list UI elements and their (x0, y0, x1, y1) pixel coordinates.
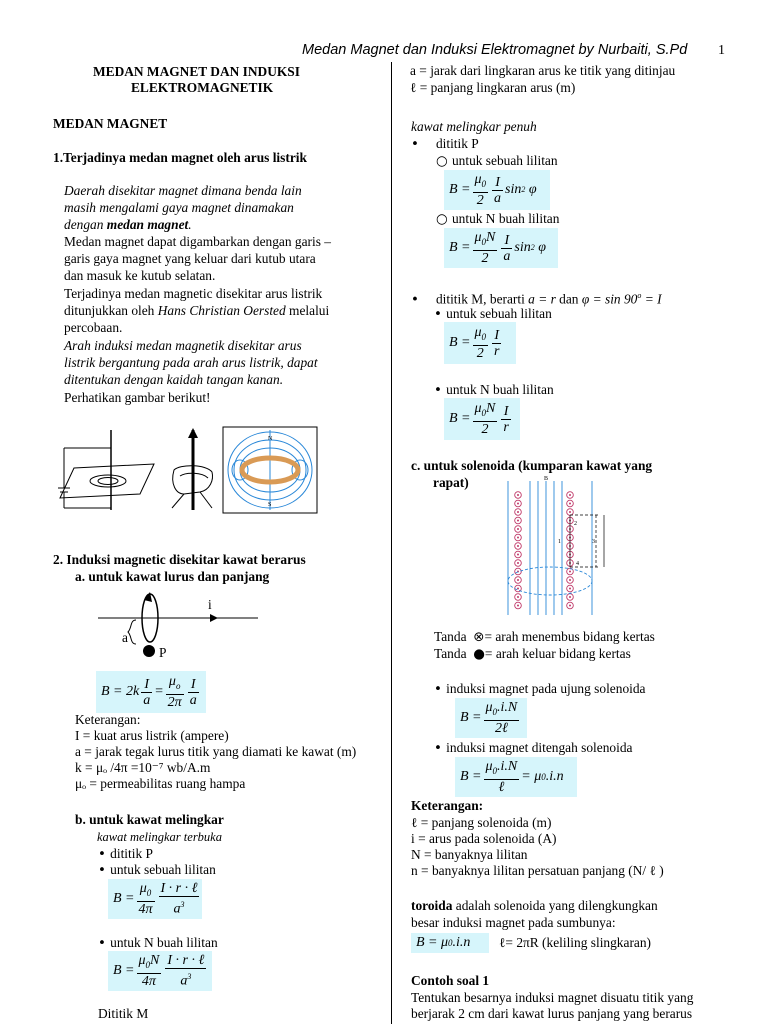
wire-marker-dot (569, 605, 571, 607)
wire-marker-dot (517, 605, 519, 607)
cross-circle-icon: ⊗ (473, 630, 485, 645)
keterangan-line: I = kuat arus listrik (ampere) (75, 728, 229, 743)
paragraph-line: dan masuk ke kutub selatan. (64, 268, 216, 283)
wire-marker-dot (517, 528, 519, 530)
formula-solenoid-center: B = $\frac{\mu_0.i.N}{\text{ℓ}}$ = μ 0 .i.n (455, 757, 577, 797)
keterangan-line: n = banyaknya lilitan persatuan panjang (N/ ℓ ) (411, 863, 664, 878)
note-full-loop: kawat melingkar penuh (411, 119, 537, 134)
list-item: Dititik M (98, 1006, 149, 1021)
subheading-2c-cont: rapat) (433, 475, 469, 490)
formula-full-loop-n-p: B = $\frac{\mu_0N}{2}$ $\frac{I}{a}$ sin 2 φ (444, 228, 558, 268)
column-divider (391, 62, 392, 1024)
formula-open-loop-n: B = $\frac{\mu_0N}{4\pi}$ $\frac{\text{I · r · ℓ}}{a^3}$ (108, 951, 212, 991)
filled-dot-icon: ● (473, 647, 485, 662)
oersted-experiment-figure (56, 428, 166, 512)
keterangan-line: k = μₒ /4π =10⁻⁷ wb/A.m (75, 760, 211, 775)
subheading-2: 2. Induksi magnetic disekitar kawat berarus (53, 552, 306, 567)
keterangan-line: i = arus pada solenoida (A) (411, 831, 557, 846)
list-item: ○ untuk sebuah lilitan (436, 153, 558, 169)
formula-full-loop-single-p: B = $\frac{\mu_0}{2}$ $\frac{I}{a}$ sin 2 φ (444, 170, 550, 210)
list-item: • untuk N buah lilitan (98, 935, 218, 951)
paragraph-line: dengan medan magnet. (64, 217, 192, 232)
keterangan-line: μₒ = permeabilitas ruang hampa (75, 776, 246, 791)
solenoid-figure (500, 475, 630, 620)
paragraph-line: besar induksi magnet pada sumbunya: (411, 915, 616, 930)
svg-text:4: 4 (576, 561, 579, 567)
keterangan-line: a = jarak tegak lurus titik yang diamati ke kawat (m) (75, 744, 357, 759)
legend-line: Tanda ⊗= arah menembus bidang kertas (434, 629, 655, 645)
legend-line: Tanda ●= arah keluar bidang kertas (434, 646, 631, 662)
formula-full-loop-n-m: B = $\frac{\mu_0N}{2}$ $\frac{I}{r}$ (444, 398, 520, 440)
wire-marker-dot (517, 588, 519, 590)
list-item: • dititik P (98, 846, 153, 862)
paragraph-line: Daerah disekitar magnet dimana benda lain (64, 183, 302, 198)
list-item: • untuk sebuah lilitan (434, 306, 552, 322)
page-number: 1 (718, 43, 725, 58)
paragraph-line: Tentukan besarnya induksi magnet disuatu titik yang (411, 990, 694, 1005)
list-item: • untuk N buah lilitan (434, 382, 554, 398)
keterangan-line: ℓ = panjang solenoida (m) (411, 815, 552, 830)
svg-text:1: 1 (558, 539, 561, 545)
right-hand-rule-figure (166, 428, 224, 512)
toroid-length-note: ℓ= 2πR (keliling slingkaran) (499, 935, 652, 950)
wire-marker-dot (517, 545, 519, 547)
list-item: • induksi magnet pada ujung solenoida (434, 681, 646, 697)
list-item: • dititik M, berarti a = r dan $\varphi = \sin 90^o = I$ (411, 291, 662, 308)
svg-text:S: S (268, 502, 272, 508)
wire-marker-dot (517, 494, 519, 496)
wire-marker-dot (517, 537, 519, 539)
formula-toroid: B = μ 0 .i.n (411, 933, 489, 953)
paragraph-line: Medan magnet dapat digambarkan dengan garis – (64, 234, 331, 249)
paragraph-line: masih mengalami gaya magnet dinamakan (64, 200, 294, 215)
subheading-2a: a. untuk kawat lurus dan panjang (75, 569, 270, 584)
wire-marker-dot (517, 520, 519, 522)
paragraph-line: berjarak 2 cm dari kawat lurus panjang yang berarus (411, 1006, 693, 1021)
straight-wire-figure (94, 590, 264, 662)
page-header-title: Medan Magnet dan Induksi Elektromagnet by Nurbaiti, S.Pd (302, 42, 688, 58)
paragraph-line: ditentukan dengan kaidah tangan kanan. (64, 372, 284, 387)
keterangan-title: Keterangan: (411, 798, 484, 813)
wire-marker-dot (569, 588, 571, 590)
list-item: • induksi magnet ditengah solenoida (434, 740, 633, 756)
wire-point-label: P (159, 645, 167, 660)
paragraph-line: garis gaya magnet yang keluar dari kutub utara (64, 251, 316, 266)
formula-straight-wire: B = 2k $\frac{I}{a}$ = $\frac{\mu_o}{2\pi}$ $\frac{I}{a}$ (96, 671, 206, 713)
keterangan-title: Keterangan: (75, 712, 141, 727)
wire-marker-dot (517, 511, 519, 513)
formula-solenoid-end: B = $\frac{\mu_0.i.N}{\text{2ℓ}}$ (455, 698, 527, 738)
doc-title-line1: MEDAN MAGNET DAN INDUKSI (93, 64, 300, 79)
paragraph-line: listrik bergantung pada arah arus listrik, dapat (64, 355, 318, 370)
wire-marker-dot (569, 511, 571, 513)
svg-text:N: N (268, 436, 273, 442)
wire-marker-dot (569, 571, 571, 573)
wire-marker-dot (569, 596, 571, 598)
current-loop-field-figure (222, 426, 318, 514)
svg-text:3: 3 (592, 539, 595, 545)
subheading-2c: c. untuk solenoida (kumparan kawat yang (411, 458, 653, 473)
paragraph-line: Arah induksi medan magnetik disekitar arus (64, 338, 302, 353)
svg-text:B: B (544, 476, 549, 482)
section-heading: MEDAN MAGNET (53, 116, 168, 131)
wire-marker-dot (517, 579, 519, 581)
formula-full-loop-single-m: B = $\frac{\mu_0}{2}$ $\frac{I}{r}$ (444, 322, 516, 364)
note-open-loop: kawat melingkar terbuka (97, 830, 222, 844)
wire-marker-dot (517, 596, 519, 598)
wire-marker-dot (517, 503, 519, 505)
subheading-1: 1.Terjadinya medan magnet oleh arus listrik (53, 150, 307, 165)
paragraph-line: ℓ = panjang lingkaran arus (m) (410, 80, 576, 95)
list-item: ○ untuk N buah lilitan (436, 211, 560, 227)
wire-current-label: i (208, 597, 212, 612)
paragraph-line: Terjadinya medan magnetic disekitar arus listrik (64, 286, 323, 301)
formula-open-loop-single: B = $\frac{\mu_0}{4\pi}$ $\frac{\text{I · r · ℓ}}{a^3}$ (108, 879, 202, 919)
wire-marker-dot (517, 554, 519, 556)
keterangan-line: N = banyaknya lilitan (411, 847, 528, 862)
list-item: • untuk sebuah lilitan (98, 862, 216, 878)
paragraph-line: ditunjukkan oleh Hans Christian Oersted melalui (64, 303, 330, 318)
doc-title-line2: ELEKTROMAGNETIK (131, 80, 274, 95)
wire-marker-dot (569, 503, 571, 505)
wire-marker-dot (569, 579, 571, 581)
list-item: • dititik P (411, 136, 479, 152)
wire-marker-dot (517, 562, 519, 564)
svg-text:2: 2 (574, 521, 577, 527)
wire-marker-dot (569, 494, 571, 496)
paragraph-line: toroida adalah solenoida yang dilengkungkan (411, 898, 658, 913)
example-heading: Contoh soal 1 (411, 973, 490, 988)
paragraph-line: percobaan. (64, 320, 123, 335)
paragraph-line: a = jarak dari lingkaran arus ke titik yang ditinjau (410, 63, 676, 78)
wire-distance-label: a (122, 630, 128, 645)
paragraph-line: Perhatikan gambar berikut! (64, 390, 211, 405)
subheading-2b: b. untuk kawat melingkar (75, 812, 224, 827)
